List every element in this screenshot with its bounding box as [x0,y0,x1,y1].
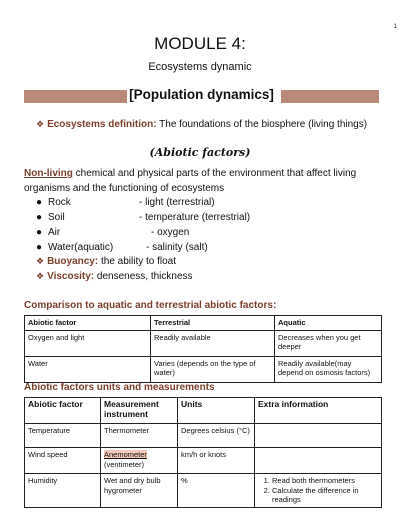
units-heading: Abiotic factors units and measurements [24,382,215,393]
list-item-name: Air [48,227,61,238]
table-header-cell: Measurement instrument [101,398,178,424]
table-cell: Humidity [25,474,101,508]
viscosity-label: Viscosity: [47,271,95,282]
table-row [25,474,382,508]
buoyancy-text: the ability to float [98,256,177,267]
abiotic-paragraph [24,167,384,196]
buoyancy-label: Buoyancy: [47,256,99,267]
buoyancy-item [36,256,176,267]
banner-title: [Population dynamics] [129,87,274,102]
definition-text: The foundations of the biosphere (living things) [156,119,368,130]
table-cell [255,474,382,508]
table-header-cell: Abiotic factor [25,316,151,331]
table-header-cell: Abiotic factor [25,398,101,424]
table-cell: % [178,474,255,508]
units-table [24,397,382,508]
table-cell [255,448,382,474]
list-item: 2. Calculate the difference in readings [272,486,378,505]
comparison-table [24,315,382,383]
table-header-cell: Extra information [255,398,382,424]
ecosystem-definition [36,119,367,130]
list-item: 1. Read both thermometers [272,476,378,486]
table-cell: Degrees celsius (°C) [178,424,255,448]
table-cell: Oxygen and light [25,330,151,356]
table-cell: Temperature [25,424,101,448]
table-header-row [25,398,382,424]
list-item-name: Soil [48,212,65,223]
list-item-value: - temperature (terrestrial) [139,212,251,223]
table-header-row [25,316,382,331]
page-subtitle: Ecosystems dynamic [148,61,252,73]
instrument-note: (ventimeter) [104,459,145,469]
table-cell: Decreases when you get deeper [275,330,382,356]
page-number: 1 [393,24,397,30]
table-header-cell: Terrestrial [151,316,275,331]
table-cell: Wind speed [25,448,101,474]
table-cell [101,448,178,474]
table-cell: Wet and dry bulb hygrometer [101,474,178,508]
diamond-bullet-icon: ❖ [36,256,45,266]
paragraph-text: chemical and physical parts of the environment that affect living organisms and the functioning of ecosystems [24,168,357,194]
table-cell: Readily available(may depend on osmosis factors) [275,356,382,382]
abiotic-heading: (Abiotic factors) [149,146,251,159]
table-row [25,448,382,474]
non-living-term: Non-living [24,168,73,179]
page-title: MODULE 4: [154,34,246,53]
table-header-cell: Units [178,398,255,424]
list-item-value: - salinity (salt) [146,242,208,253]
table-cell: Water [25,356,151,382]
list-item-value: - light (terrestrial) [139,197,215,208]
section-banner [24,87,379,107]
table-cell: km/h or knots [178,448,255,474]
table-row [25,356,382,382]
table-cell: Thermometer [101,424,178,448]
list-item-value: - oxygen [151,227,190,238]
list-item-name: Rock [48,197,71,208]
viscosity-item [36,271,193,282]
table-cell: Readily available [151,330,275,356]
table-cell [255,424,382,448]
comparison-heading: Comparison to aquatic and terrestrial abiotic factors: [24,300,277,311]
definition-label: Ecosystems definition: [47,119,157,130]
list-item-name: Water(aquatic) [48,242,114,253]
table-row [25,424,382,448]
extra-info-list [258,476,378,505]
viscosity-text: denseness, thickness [94,271,193,282]
diamond-bullet-icon: ❖ [36,119,45,129]
anemometer-term: Anemometer [104,450,147,459]
table-cell: Varies (depends on the type of water) [151,356,275,382]
diamond-bullet-icon: ❖ [36,271,45,281]
table-row [25,330,382,356]
table-header-cell: Aquatic [275,316,382,331]
